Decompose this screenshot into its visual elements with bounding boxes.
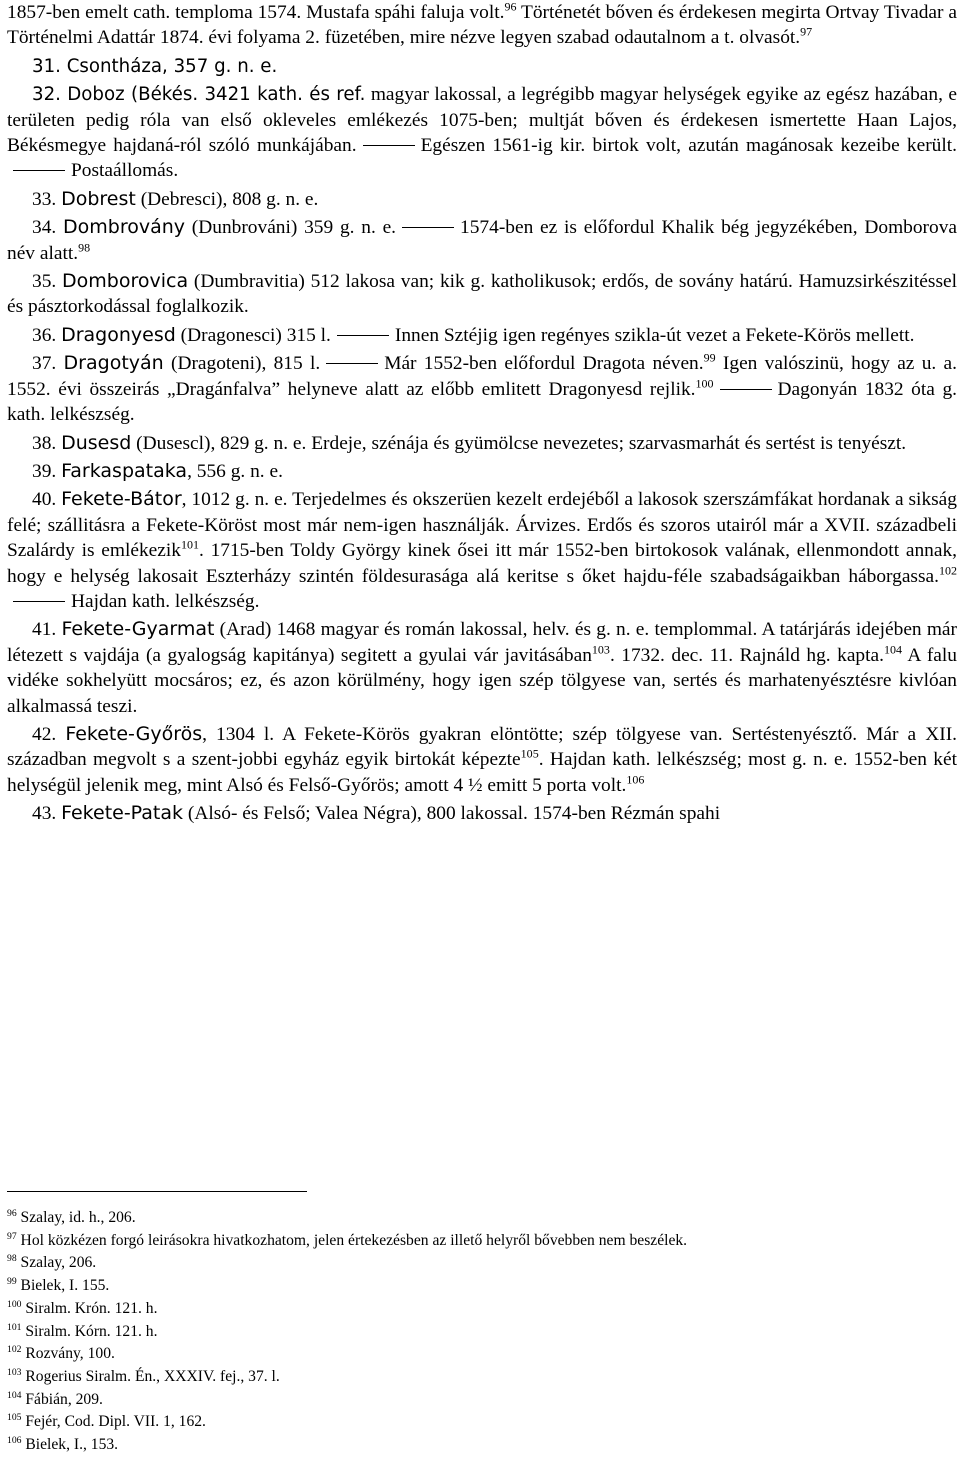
entry-43 — [7, 801, 957, 826]
entry-number: 38. — [32, 432, 62, 454]
footnote-text: Szalay, id. h., 206. — [16, 1209, 136, 1226]
footnote-separator — [7, 1191, 307, 1192]
entry-number: 32. — [32, 84, 68, 106]
entry-32 — [7, 82, 957, 184]
em-dash — [326, 363, 378, 364]
entry-41 — [7, 617, 957, 719]
footnote-ref: 103 — [591, 642, 610, 657]
footnote — [7, 1411, 957, 1434]
entry-40 — [7, 487, 957, 614]
em-dash — [337, 335, 389, 336]
text: Történetét bőven és érdekesen megirta Ortvay Tivadar a Történelmi Adattár 1874. évi folyama 2. füzetében, mire nézve legyen szabad odautalnom a t. olvasót. — [7, 2, 957, 49]
em-dash — [13, 170, 65, 171]
entry-headword: Dobrest — [61, 187, 136, 210]
text: (Dunbrováni) 359 g. n. e. — [185, 217, 397, 239]
footnote-number: 100 — [7, 1298, 22, 1310]
text: (Alsó- és Felső; Valea Négra), 800 lakossal. 1574-ben Rézmán spahi — [183, 803, 721, 825]
text: , 1304 l. A Fekete-Körös gyakran elöntötte; szép tölgyese van. Sertéstenyésztő. Már a XII. században megvolt s a szent-jobbi egyház egyik birtokát képezte — [7, 723, 957, 771]
footnote — [7, 1343, 957, 1366]
em-dash — [13, 601, 65, 602]
footnote-number: 105 — [7, 1412, 22, 1424]
text: . Hajdan kath. lelkészség; most g. n. e. 1552-ben két helységül jelenik meg, mint Alsó és Felső-Győrös; amott 4 ½ emitt 5 porta volt. — [7, 749, 957, 796]
footnote-text: Fejér, Cod. Dipl. VII. 1, 162. — [21, 1413, 206, 1431]
footnotes — [7, 1207, 957, 1457]
entry-number: 31. — [32, 55, 67, 77]
text: (Dumbravitia) 512 lakosa van; kik g. katholikusok; erdős, de sovány határú. Hamuzsirkészitéssel és pásztorkodással foglalkozik. — [7, 271, 957, 318]
text: Már 1552-ben előfordul Dragota néven. — [384, 353, 704, 375]
paragraph-intro — [7, 0, 957, 51]
text: Igen valószinü, hogy az u. a. 1552. évi összeirás „Dragánfalva” helyneve alatt az előbb emlitett Dragonyesd rejlik. — [7, 353, 957, 400]
footnote-number: 97 — [7, 1230, 17, 1242]
text: . 1732. dec. 11. Rajnáld hg. kapta. — [609, 644, 884, 666]
text: Dagonyán 1832 óta g. kath. lelkészség. — [7, 378, 957, 426]
entry-number: 33. — [32, 188, 62, 210]
text: Terjedelmes és okszerüen kezelt erdejéből a lakosok szerszámfákat hordanak a sikság felé; szállitásra a Fekete-Köröst most már nem-igen használják. Árvizes. Erdős és szoros utairól már a XVII. századbeli Szalárdy is emlékezik — [7, 489, 957, 562]
entry-37 — [7, 351, 957, 427]
footnote-ref: 105 — [520, 746, 539, 761]
text: magyar lakossal, a legrégibb magyar helységek egyike az egész hazában, e területen pedig róla van első okleveles emlékezés 1075-ben; multját bőven és érdekesen ismertette Haan Lajos, Békésmegye hajdaná-ról szóló munkájában. — [7, 84, 957, 157]
entry-number: 40. — [32, 489, 62, 511]
footnote-ref: 99 — [703, 350, 716, 365]
footnote-ref: 98 — [78, 240, 91, 255]
em-dash — [720, 389, 772, 390]
entry-number: 42. — [32, 723, 66, 745]
entry-headword: Dragotyán — [63, 352, 164, 375]
em-dash — [402, 227, 454, 228]
text: (Dragoteni), 815 l. — [163, 353, 321, 375]
entry-headword: Farkaspataka — [61, 459, 188, 482]
entry-headword: Fekete-Győrös — [65, 722, 203, 745]
footnote — [7, 1389, 957, 1412]
entry-number: 41. — [32, 619, 62, 641]
footnote-number: 102 — [7, 1344, 22, 1356]
text: (Dragonesci) 315 l. — [175, 324, 331, 346]
footnote-text: Siralm. Krón. 121. h. — [21, 1299, 158, 1317]
footnote-text: Bielek, I., 153. — [21, 1436, 119, 1454]
main-text — [7, 0, 957, 827]
footnote-ref: 97 — [800, 24, 813, 39]
text: Innen Sztéjig igen regényes szikla-út vezet a Fekete-Körös mellett. — [394, 324, 915, 346]
entry-42 — [7, 722, 957, 798]
text: 1574-ben ez is előfordul Khalik bég jegyzékében, Domborova név alatt. — [7, 217, 957, 264]
entry-34 — [7, 215, 957, 266]
footnote-number: 96 — [7, 1207, 17, 1219]
footnote — [7, 1298, 957, 1321]
entry-38 — [7, 431, 957, 456]
entry-headword: Dragonyesd — [61, 323, 176, 346]
footnote-ref: 102 — [938, 563, 957, 578]
footnote-ref: 101 — [180, 537, 199, 552]
entry-headword: Csontháza — [66, 55, 163, 77]
entry-36 — [7, 323, 957, 348]
text: , 357 g. n. e. — [162, 55, 278, 77]
text: , 556 g. n. e. — [187, 460, 283, 482]
footnote — [7, 1252, 957, 1275]
entry-number: 37. — [32, 353, 64, 375]
footnote-number: 101 — [7, 1321, 22, 1333]
text: A falu vidéke sokhelyütt mocsáros; ez, és azon körülmény, hogy igen szép tölgyese van, sertés és marhatenyésztésre kivlóan alkalmassá teszi. — [7, 644, 957, 717]
entry-number: 35. — [32, 271, 63, 293]
entry-number: 39. — [32, 460, 62, 482]
footnote-text: Hol közkézen forgó leirásokra hivatkozhatom, jelen értekezésben az illető helyről bővebben nem beszélek. — [16, 1231, 688, 1249]
footnote — [7, 1366, 957, 1389]
footnote-text: Szalay, 206. — [16, 1254, 97, 1272]
footnote-number: 103 — [7, 1366, 22, 1378]
text: (Debresci), 808 g. n. e. — [135, 188, 319, 210]
footnote-text: Rogerius Siralm. Én., XXXIV. fej., 37. l. — [21, 1367, 280, 1385]
entry-headword: Domborovica — [62, 270, 189, 293]
text: (Békés. 3421 kath. és ref. — [124, 84, 366, 106]
text: Postaállomás. — [71, 160, 179, 182]
footnote-ref: 104 — [883, 642, 903, 657]
footnote-number: 98 — [7, 1253, 17, 1265]
footnote-ref: 106 — [626, 772, 645, 787]
footnote-number: 106 — [7, 1434, 22, 1446]
entry-headword: Doboz — [67, 84, 125, 106]
footnote-text: Rozvány, 100. — [21, 1345, 115, 1363]
entry-headword: Fekete-Patak — [61, 802, 184, 825]
footnote — [7, 1275, 957, 1298]
entry-number: 36. — [32, 324, 62, 346]
entry-39 — [7, 459, 957, 484]
footnote — [7, 1230, 957, 1253]
text: Egészen 1561-ig kir. birtok volt, azután magánosak kezeibe került. — [420, 135, 958, 157]
entry-headword: Fekete-Gyarmat — [61, 618, 215, 641]
text: , 1012 g. n. e. — [181, 489, 288, 511]
text: 1857-ben emelt cath. temploma 1574. Mustafa spáhi faluja volt. — [7, 2, 505, 23]
footnote — [7, 1434, 957, 1457]
footnote-text: Bielek, I. 155. — [16, 1277, 110, 1295]
text: (Arad) 1468 magyar és román lakossal, helv. és g. n. e. templommal. A tatárjárás idejében már létezett s vajdája (a gyalogság kapitánya) segitett a gyulai vár javitásában — [7, 619, 957, 666]
footnote — [7, 1321, 957, 1344]
footnote-ref: 100 — [695, 376, 714, 391]
text: . 1715-ben Toldy György kinek ősei itt már 1552-ben birtokosok valának, ellenmondott annak, hogy e helység lakosait Eszterházy szintén földesurasága alá keritse s őket hajdu-féle szabadságaikban háborgassa. — [7, 540, 957, 587]
footnote-number: 104 — [7, 1389, 22, 1401]
footnote — [7, 1207, 957, 1230]
entry-headword: Fekete-Bátor — [61, 488, 182, 511]
footnote-text: Fábián, 209. — [21, 1390, 103, 1408]
entry-35 — [7, 269, 957, 320]
entry-33 — [7, 187, 957, 212]
entry-headword: Dusesd — [61, 431, 132, 454]
footnote-number: 99 — [7, 1275, 17, 1287]
entry-headword: Dombrovány — [63, 216, 186, 239]
footnote-text: Siralm. Kórn. 121. h. — [21, 1322, 158, 1340]
entry-number: 43. — [32, 803, 62, 825]
entry-number: 34. — [32, 217, 64, 239]
em-dash — [363, 145, 415, 146]
text: Hajdan kath. lelkészség. — [71, 590, 260, 612]
text: (Dusescl), 829 g. n. e. Erdeje, szénája és gyümölcse nevezetes; szarvasmarhát és sertést is tenyészt. — [131, 432, 907, 454]
document-page — [7, 0, 958, 1454]
footnote-ref: 96 — [504, 0, 517, 14]
entry-31 — [7, 54, 957, 79]
